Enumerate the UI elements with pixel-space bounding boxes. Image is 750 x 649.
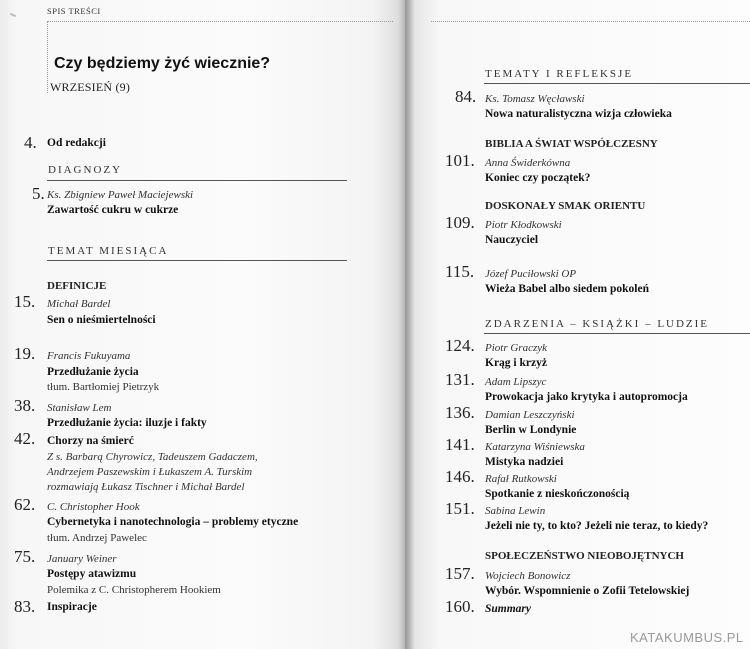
- entry-page-number: 101.: [445, 151, 475, 170]
- entry-title-summary: Summary: [485, 603, 532, 615]
- section-rule: [484, 333, 750, 334]
- entry-title: Spotkanie z nieskończonością: [485, 488, 630, 500]
- issue-month: WRZESIEŃ (9): [50, 80, 131, 94]
- entry-title: Sen o nieśmiertelności: [47, 314, 156, 326]
- entry-title: Berlin w Londynie: [485, 424, 577, 436]
- entry-title: Przedłużanie życia: iluzje i fakty: [47, 417, 207, 429]
- entry-subtitle: Polemika z C. Christopherem Hookiem: [47, 584, 221, 596]
- entry-author: Francis Fukuyama: [47, 350, 131, 362]
- entry-author: January Weiner: [47, 553, 117, 565]
- entry-title: Nowa naturalistyczna wizja człowieka: [485, 108, 672, 120]
- entry-title: Chorzy na śmierć: [47, 435, 134, 447]
- right-page: [405, 0, 750, 649]
- rubric-biblia: BIBLIA A ŚWIAT WSPÓŁCZESNY: [485, 138, 658, 150]
- book-fold-shadow: [398, 0, 414, 649]
- entry-page-number: 83.: [14, 597, 36, 616]
- entry-author: Sabina Lewin: [485, 505, 546, 517]
- entry-author: Rafał Rutkowski: [485, 473, 557, 485]
- entry-title: Nauczyciel: [485, 234, 539, 246]
- entry-page-number: 136.: [445, 403, 475, 422]
- entry-title: Wybór. Wspomnienie o Zofii Tetelowskiej: [485, 585, 690, 597]
- entry-page-number: 146.: [445, 467, 475, 486]
- entry-author: Adam Lipszyc: [485, 376, 547, 388]
- entry-title: Wieża Babel albo siedem pokoleń: [485, 283, 649, 295]
- section-title-tematy: TEMATY I REFLEKSJE: [485, 68, 634, 80]
- entry-author: Józef Puciłowski OP: [485, 268, 577, 280]
- entry-author: Michał Bardel: [47, 298, 111, 310]
- entry-title: Krąg i krzyż: [485, 357, 547, 369]
- entry-author: Anna Świderkówna: [485, 157, 571, 169]
- entry-author: Damian Leszczyński: [485, 409, 575, 421]
- entry-page-number: 160.: [445, 597, 475, 616]
- rubric-smak-orientu: DOSKONAŁY SMAK ORIENTU: [485, 200, 646, 212]
- entry-title: Mistyka nadziei: [485, 456, 564, 468]
- entry-page-number: 4.: [24, 133, 37, 152]
- toc-header-label: SPIS TREŚCI: [47, 6, 101, 16]
- entry-page-number: 5.: [32, 184, 45, 203]
- entry-page-number: 151.: [445, 499, 475, 518]
- entry-translator: tłum. Andrzej Pawelec: [47, 532, 147, 544]
- rubric-definicje: DEFINICJE: [47, 280, 107, 292]
- header-dotted-rule: [47, 21, 393, 22]
- entry-author: C. Christopher Hook: [47, 501, 140, 513]
- section-rule: [47, 180, 347, 181]
- entry-page-number: 84.: [455, 87, 477, 106]
- section-rule: [484, 83, 750, 84]
- entry-title: Postępy atawizmu: [47, 568, 137, 580]
- header-dotted-vertical: [47, 21, 48, 93]
- entry-page-number: 157.: [445, 564, 475, 583]
- entry-page-number: 62.: [14, 495, 36, 514]
- entry-page-number: 141.: [445, 435, 475, 454]
- entry-participants: rozmawiają Łukasz Tischner i Michał Bardel: [47, 481, 245, 493]
- entry-page-number: 38.: [14, 396, 36, 415]
- entry-page-number: 42.: [14, 429, 36, 448]
- entry-title: Koniec czy początek?: [485, 172, 591, 184]
- entry-page-number: 75.: [14, 547, 36, 566]
- section-title-diagnozy: DIAGNOZY: [48, 164, 123, 176]
- section-title-temat-miesiaca: TEMAT MIESIĄCA: [48, 245, 169, 257]
- entry-participants: Andrzejem Paszewskim i Łukaszem A. Turskim: [47, 466, 253, 478]
- entry-page-number: 15.: [14, 292, 36, 311]
- section-title-zdarzenia: ZDARZENIA – KSIĄŻKI – LUDZIE: [485, 318, 710, 330]
- entry-title: Przedłużanie życia: [47, 366, 139, 378]
- entry-author: Piotr Graczyk: [485, 342, 548, 354]
- entry-title: Prowokacja jako krytyka i autopromocja: [485, 391, 688, 403]
- entry-page-number: 124.: [445, 336, 475, 355]
- section-rule: [47, 260, 347, 261]
- entry-page-number: 115.: [445, 262, 475, 281]
- issue-title: Czy będziemy żyć wiecznie?: [54, 55, 271, 72]
- entry-participants: Z s. Barbarą Chyrowicz, Tadeuszem Gadaczem,: [47, 451, 258, 463]
- entry-title: Inspiracje: [47, 601, 97, 613]
- rubric-spoleczenstwo: SPOŁECZEŃSTWO NIEOBOJĘTNYCH: [485, 550, 684, 562]
- entry-author: Wojciech Bonowicz: [485, 570, 571, 582]
- entry-author: Ks. Tomasz Węcławski: [485, 93, 585, 105]
- entry-author: Katarzyna Wiśniewska: [485, 441, 585, 453]
- watermark: KATAKUMBUS.PL: [630, 630, 744, 645]
- entry-author: Stanisław Lem: [47, 402, 112, 414]
- entry-author: Piotr Kłodkowski: [485, 219, 562, 231]
- entry-title: Cybernetyka i nanotechnologia – problemy etyczne: [47, 516, 299, 528]
- entry-page-number: 19.: [14, 344, 36, 363]
- entry-title: Od redakcji: [47, 137, 106, 149]
- header-dotted-rule: [431, 21, 750, 22]
- entry-title: Jeżeli nie ty, to kto? Jeżeli nie teraz, to kiedy?: [485, 520, 709, 532]
- entry-page-number: 131.: [445, 370, 475, 389]
- entry-translator: tłum. Bartłomiej Pietrzyk: [47, 381, 160, 393]
- page-mark: [10, 13, 16, 17]
- entry-author: Ks. Zbigniew Paweł Maciejewski: [47, 189, 194, 201]
- entry-page-number: 109.: [445, 213, 475, 232]
- entry-title: Zawartość cukru w cukrze: [47, 204, 179, 216]
